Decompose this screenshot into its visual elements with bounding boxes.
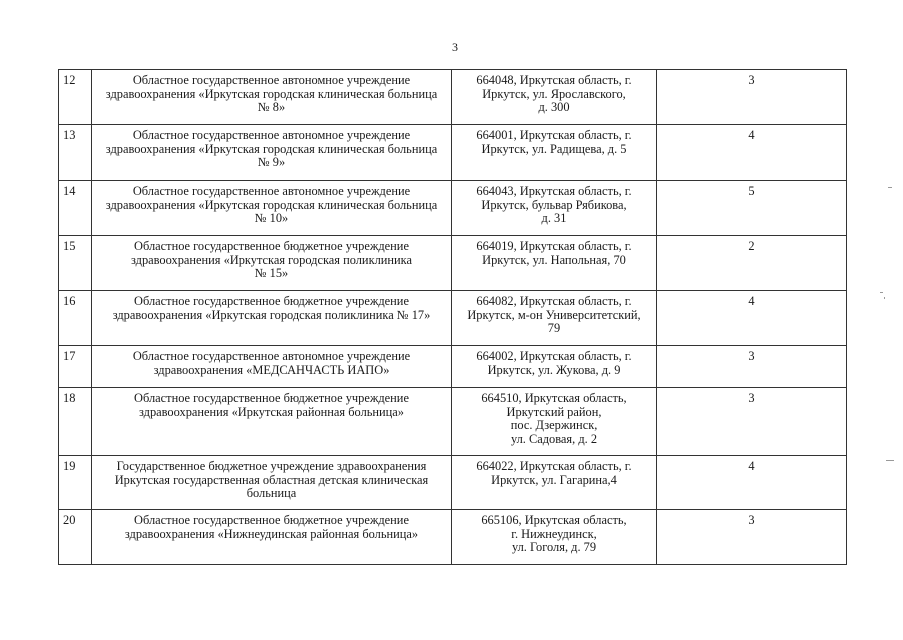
address-cell bbox=[452, 388, 657, 456]
count-cell: 3 bbox=[657, 510, 847, 565]
table-row bbox=[59, 181, 847, 236]
address-cell bbox=[452, 346, 657, 388]
address-cell bbox=[452, 125, 657, 181]
address-line: ул. Гоголя, д. 79 bbox=[511, 540, 597, 555]
table-row bbox=[59, 388, 847, 456]
institution-name-line: Областное государственное автономное учреждение bbox=[132, 349, 411, 363]
row-number: 15 bbox=[59, 236, 92, 291]
address-line: 664022, Иркутская область, г. bbox=[476, 459, 632, 473]
count-cell: 3 bbox=[657, 70, 847, 125]
count-cell: 5 bbox=[657, 181, 847, 236]
count-cell: 3 bbox=[657, 346, 847, 388]
institution-name-cell bbox=[92, 236, 452, 291]
institution-name-line: Областное государственное бюджетное учреждение bbox=[134, 513, 409, 527]
address-line: 79 bbox=[547, 321, 561, 336]
institution-name-line: здравоохранения «Иркутская городская клиническая больница bbox=[105, 197, 438, 212]
address-cell bbox=[452, 70, 657, 125]
institution-name-line: Областное государственное бюджетное учреждение bbox=[134, 391, 409, 405]
scan-speck bbox=[880, 292, 883, 293]
scan-speck bbox=[884, 297, 885, 299]
institution-name-line: Государственное бюджетное учреждение здравоохранения bbox=[116, 459, 427, 473]
address-line: 664002, Иркутская область, г. bbox=[476, 349, 632, 363]
institution-name-line: здравоохранения «Иркутская районная больница» bbox=[138, 404, 404, 419]
row-number: 16 bbox=[59, 291, 92, 346]
institution-name-line: № 10» bbox=[254, 211, 289, 226]
address-line: д. 300 bbox=[538, 100, 570, 115]
institution-name-line: Областное государственное автономное учреждение bbox=[132, 184, 411, 198]
address-line: пос. Дзержинск, bbox=[510, 418, 598, 433]
address-line: г. Нижнеудинск, bbox=[511, 526, 597, 541]
scan-speck bbox=[886, 460, 894, 461]
institution-name-cell bbox=[92, 510, 452, 565]
address-line: ул. Садовая, д. 2 bbox=[510, 431, 598, 446]
institution-name-line: здравоохранения «Иркутская городская клиническая больница bbox=[105, 141, 438, 156]
row-number: 19 bbox=[59, 456, 92, 510]
row-number: 18 bbox=[59, 388, 92, 456]
address-cell bbox=[452, 510, 657, 565]
address-line: 665106, Иркутская область, bbox=[481, 513, 627, 527]
institution-name-line: № 9» bbox=[257, 155, 286, 170]
table-row bbox=[59, 236, 847, 291]
address-line: 664001, Иркутская область, г. bbox=[476, 128, 632, 142]
row-number: 12 bbox=[59, 70, 92, 125]
institution-name-line: Иркутская государственная областная детская клиническая bbox=[114, 472, 429, 487]
table-row bbox=[59, 456, 847, 510]
table-row bbox=[59, 125, 847, 181]
institution-name-line: здравоохранения «Иркутская городская клиническая больница bbox=[105, 86, 438, 101]
count-cell: 2 bbox=[657, 236, 847, 291]
address-line: Иркутск, м-он Университетский, bbox=[467, 307, 641, 322]
institution-name-line: Областное государственное автономное учреждение bbox=[132, 73, 411, 87]
address-line: Иркутск, ул. Радищева, д. 5 bbox=[481, 141, 627, 156]
institution-name-line: здравоохранения «Иркутская городская поликлиника № 17» bbox=[112, 307, 431, 322]
row-number: 20 bbox=[59, 510, 92, 565]
institution-name-line: № 15» bbox=[254, 266, 289, 281]
institution-name-line: здравоохранения «Нижнеудинская районная больница» bbox=[124, 526, 419, 541]
scan-speck bbox=[888, 187, 892, 188]
row-number: 14 bbox=[59, 181, 92, 236]
institutions-table-body bbox=[59, 70, 847, 565]
count-cell: 4 bbox=[657, 125, 847, 181]
address-line: Иркутск, ул. Гагарина,4 bbox=[491, 472, 617, 487]
address-line: 664082, Иркутская область, г. bbox=[476, 294, 632, 308]
table-row bbox=[59, 346, 847, 388]
institution-name-line: № 8» bbox=[257, 100, 286, 115]
row-number: 13 bbox=[59, 125, 92, 181]
address-cell bbox=[452, 291, 657, 346]
address-cell bbox=[452, 456, 657, 510]
address-line: Иркутский район, bbox=[506, 404, 602, 419]
address-line: Иркутск, ул. Жукова, д. 9 bbox=[487, 362, 621, 377]
institution-name-cell bbox=[92, 291, 452, 346]
address-line: 664048, Иркутская область, г. bbox=[476, 73, 632, 87]
institution-name-line: здравоохранения «МЕДСАНЧАСТЬ ИАПО» bbox=[153, 362, 390, 377]
count-cell: 3 bbox=[657, 388, 847, 456]
table-row bbox=[59, 291, 847, 346]
address-cell bbox=[452, 181, 657, 236]
institution-name-cell bbox=[92, 70, 452, 125]
institution-name-line: Областное государственное автономное учреждение bbox=[132, 128, 411, 142]
count-cell: 4 bbox=[657, 456, 847, 510]
count-cell: 4 bbox=[657, 291, 847, 346]
row-number: 17 bbox=[59, 346, 92, 388]
table-row bbox=[59, 70, 847, 125]
institutions-table bbox=[58, 69, 847, 565]
address-line: 664510, Иркутская область, bbox=[481, 391, 627, 405]
institution-name-cell bbox=[92, 456, 452, 510]
institution-name-line: больница bbox=[246, 486, 297, 501]
address-line: 664019, Иркутская область, г. bbox=[476, 239, 632, 253]
address-cell bbox=[452, 236, 657, 291]
institution-name-cell bbox=[92, 388, 452, 456]
address-line: д. 31 bbox=[541, 211, 567, 226]
institution-name-cell bbox=[92, 125, 452, 181]
table-row bbox=[59, 510, 847, 565]
address-line: Иркутск, ул. Ярославского, bbox=[482, 86, 626, 101]
page-number: 3 bbox=[452, 40, 458, 54]
institution-name-cell bbox=[92, 181, 452, 236]
institution-name-cell bbox=[92, 346, 452, 388]
address-line: 664043, Иркутская область, г. bbox=[476, 184, 632, 198]
institution-name-line: здравоохранения «Иркутская городская поликлиника bbox=[130, 252, 412, 267]
institution-name-line: Областное государственное бюджетное учреждение bbox=[134, 239, 409, 253]
address-line: Иркутск, ул. Напольная, 70 bbox=[482, 252, 626, 267]
institution-name-line: Областное государственное бюджетное учреждение bbox=[134, 294, 409, 308]
address-line: Иркутск, бульвар Рябикова, bbox=[481, 197, 627, 212]
